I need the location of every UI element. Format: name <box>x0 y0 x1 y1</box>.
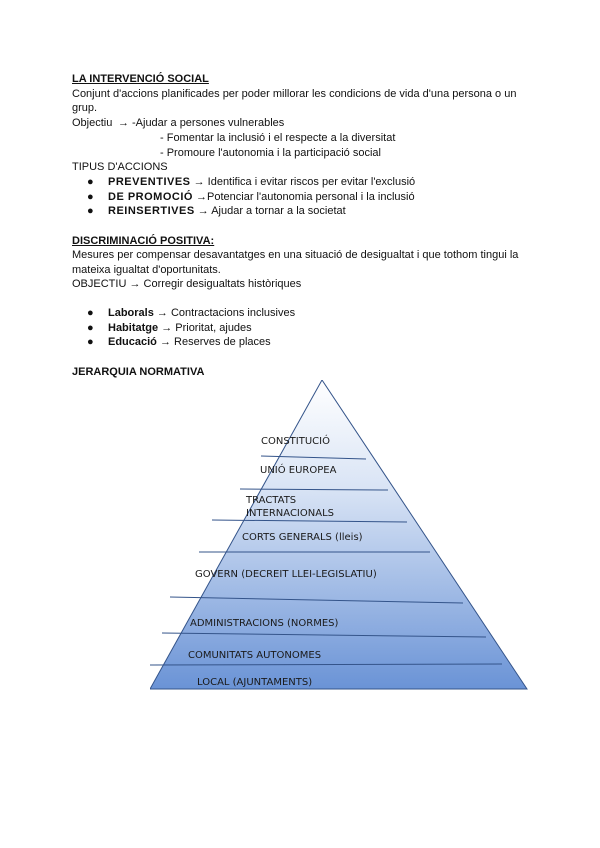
area-name: Laborals <box>108 307 154 319</box>
area-name: Habitatge <box>108 322 159 334</box>
pyramid-level-tractats: TRACTATS <box>246 495 297 506</box>
pyramid-level-local: LOCAL (AJUNTAMENTS) <box>197 677 313 688</box>
bullet-icon: ● <box>87 176 94 188</box>
intervencio-definition-line2: grup. <box>72 102 98 114</box>
intervencio-definition-line1: Conjunt d'accions planificades per poder millorar les condicions de vida d'una persona o un <box>72 88 517 100</box>
objectiu-label: Objectiu <box>72 117 113 129</box>
action-desc: → Identifica i evitar riscos per evitar l'exclusió <box>193 176 416 188</box>
pyramid-level-corts-generals: CORTS GENERALS (lleis) <box>242 532 363 543</box>
bullet-icon: ● <box>87 336 94 348</box>
pyramid-level-govern: GOVERN (DECREIT LLEI-LEGISLATIU) <box>195 569 377 580</box>
discriminacio-definition-line1: Mesures per compensar desavantatges en una situació de desigualtat i que tothom tingui la <box>72 249 519 261</box>
objectiu-item: -Ajudar a persones vulnerables <box>132 117 285 129</box>
section-title-discriminacio: DISCRIMINACIÓ POSITIVA: <box>72 235 215 247</box>
pyramid-level-administracions: ADMINISTRACIONS (NORMES) <box>190 618 339 629</box>
objectiu-arrow: → <box>118 117 129 129</box>
action-name: DE PROMOCIÓ <box>108 191 193 203</box>
area-desc: → Contractacions inclusives <box>156 307 296 319</box>
normative-hierarchy-pyramid <box>150 380 530 692</box>
section-title-jerarquia: JERARQUIA NORMATIVA <box>72 366 205 378</box>
action-name: REINSERTIVES <box>108 205 195 217</box>
action-desc: →Potenciar l'autonomia personal i la inclusió <box>196 191 415 203</box>
pyramid-level-unio-europea: UNIÓ EUROPEA <box>260 465 337 476</box>
pyramid-level-constitucio: CONSTITUCIÓ <box>261 436 330 447</box>
bullet-icon: ● <box>87 307 94 319</box>
pyramid-level-comunitats: COMUNITATS AUTONOMES <box>188 650 322 661</box>
section-title-intervencio: LA INTERVENCIÓ SOCIAL <box>72 73 209 85</box>
objectiu-item: - Fomentar la inclusió i el respecte a la diversitat <box>160 132 396 144</box>
area-name: Educació <box>108 336 157 348</box>
discriminacio-objectiu: OBJECTIU → Corregir desigualtats històriques <box>72 278 302 290</box>
bullet-icon: ● <box>87 191 94 203</box>
tipus-accions-title: TIPUS D'ACCIONS <box>72 161 168 173</box>
action-desc: → Ajudar a tornar a la societat <box>197 205 346 217</box>
area-desc: → Prioritat, ajudes <box>161 322 252 334</box>
pyramid-level-internacionals: INTERNACIONALS <box>246 508 334 519</box>
bullet-icon: ● <box>87 205 94 217</box>
objectiu-item: - Promoure l'autonomia i la participació social <box>160 147 381 159</box>
bullet-icon: ● <box>87 322 94 334</box>
action-name: PREVENTIVES <box>108 176 191 188</box>
discriminacio-definition-line2: mateixa igualtat d'oportunitats. <box>72 264 221 276</box>
area-desc: → Reserves de places <box>159 336 271 348</box>
